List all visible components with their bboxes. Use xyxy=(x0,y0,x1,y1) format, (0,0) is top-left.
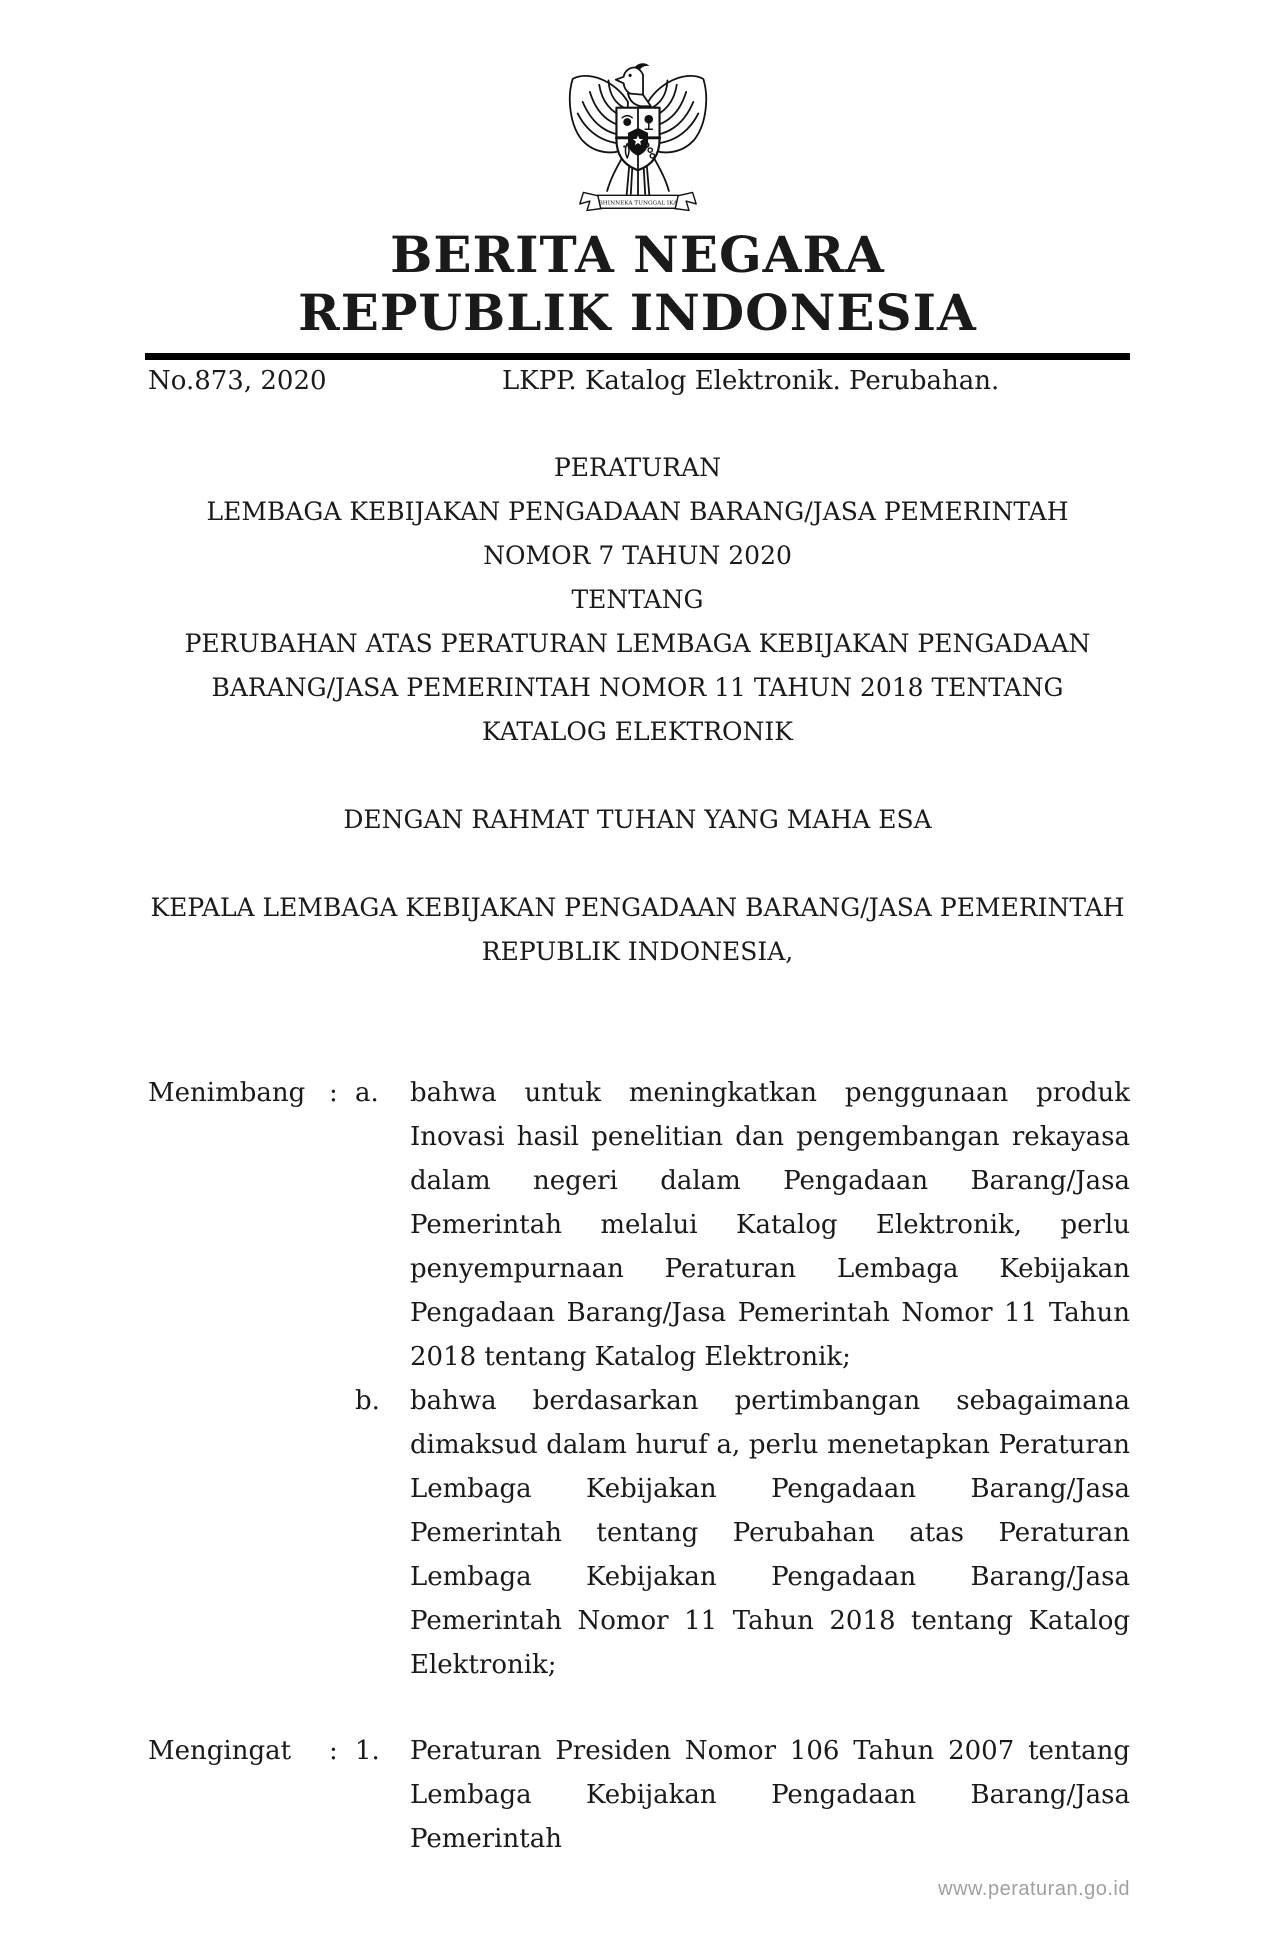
masthead xyxy=(145,226,1130,342)
title-line-7: KATALOG ELEKTRONIK xyxy=(482,717,793,746)
gazette-subject: LKPP. Katalog Elektronik. Perubahan. xyxy=(502,366,1000,396)
clause-items xyxy=(355,1729,1130,1861)
item-text: bahwa berdasarkan pertimbangan sebagaimana dimaksud dalam huruf a, perlu menetapkan Peraturan Lembaga Kebijakan Pengadaan Barang/Jasa Pemerintah tentang Perubahan atas Peraturan Lembaga Kebijakan Pengadaan Barang/Jasa Pemerintah Nomor 11 Tahun 2018 tentang Katalog Elektronik; xyxy=(410,1386,1130,1680)
clause-colon: : xyxy=(329,1078,338,1108)
gazette-meta-row xyxy=(145,366,1130,396)
authority-line-1: KEPALA LEMBAGA KEBIJAKAN PENGADAAN BARANG/JASA PEMERINTAH xyxy=(150,893,1125,922)
clause-menimbang xyxy=(145,1071,1130,1687)
list-item xyxy=(355,1071,1130,1379)
garuda-pancasila-emblem xyxy=(566,56,710,214)
masthead-line-1: BERITA NEGARA xyxy=(390,225,885,284)
title-line-3: NOMOR 7 TAHUN 2020 xyxy=(483,541,792,570)
clause-label: Menimbang xyxy=(148,1078,306,1108)
title-block xyxy=(145,446,1130,754)
title-line-2: LEMBAGA KEBIJAKAN PENGADAAN BARANG/JASA PEMERINTAH xyxy=(206,497,1069,526)
authority-block xyxy=(145,886,1130,974)
title-line-6: BARANG/JASA PEMERINTAH NOMOR 11 TAHUN 2018 TENTANG xyxy=(211,673,1064,702)
clause-items xyxy=(355,1071,1130,1687)
clause-label: Mengingat xyxy=(148,1736,292,1766)
pancasila-shield xyxy=(616,108,659,170)
authority-line-2: REPUBLIK INDONESIA, xyxy=(481,937,794,966)
page-content xyxy=(0,56,1275,1861)
item-marker: 1. xyxy=(355,1736,380,1766)
item-text: Peraturan Presiden Nomor 106 Tahun 2007 tentang Lembaga Kebijakan Pengadaan Barang/Jasa Pemerintah xyxy=(410,1736,1130,1854)
emblem-motto: BHINNEKA TUNGGAL IKA xyxy=(598,200,677,207)
gazette-number: No.873, 2020 xyxy=(148,366,327,396)
list-item xyxy=(355,1379,1130,1687)
item-text: bahwa untuk meningkatkan penggunaan produk Inovasi hasil penelitian dan pengembangan rekayasa dalam negeri dalam Pengadaan Barang/Jasa Pemerintah melalui Katalog Elektronik, perlu penyempurnaan Peraturan Lembaga Kebijakan Pengadaan Barang/Jasa Pemerintah Nomor 11 Tahun 2018 tentang Katalog Elektronik; xyxy=(410,1078,1130,1372)
title-line-5: PERUBAHAN ATAS PERATURAN LEMBAGA KEBIJAKAN PENGADAAN xyxy=(184,629,1091,658)
item-marker: b. xyxy=(355,1386,380,1416)
header-rule xyxy=(145,353,1130,360)
title-line-1: PERATURAN xyxy=(553,453,722,482)
clauses xyxy=(145,1071,1130,1861)
clause-mengingat xyxy=(145,1729,1130,1861)
masthead-line-2: REPUBLIK INDONESIA xyxy=(298,283,977,342)
clause-colon: : xyxy=(329,1736,338,1766)
footer-watermark: www.peraturan.go.id xyxy=(938,1878,1130,1900)
invocation-line: DENGAN RAHMAT TUHAN YANG MAHA ESA xyxy=(343,805,932,834)
list-item xyxy=(355,1729,1130,1861)
title-line-4: TENTANG xyxy=(571,585,704,614)
item-marker: a. xyxy=(355,1078,379,1108)
